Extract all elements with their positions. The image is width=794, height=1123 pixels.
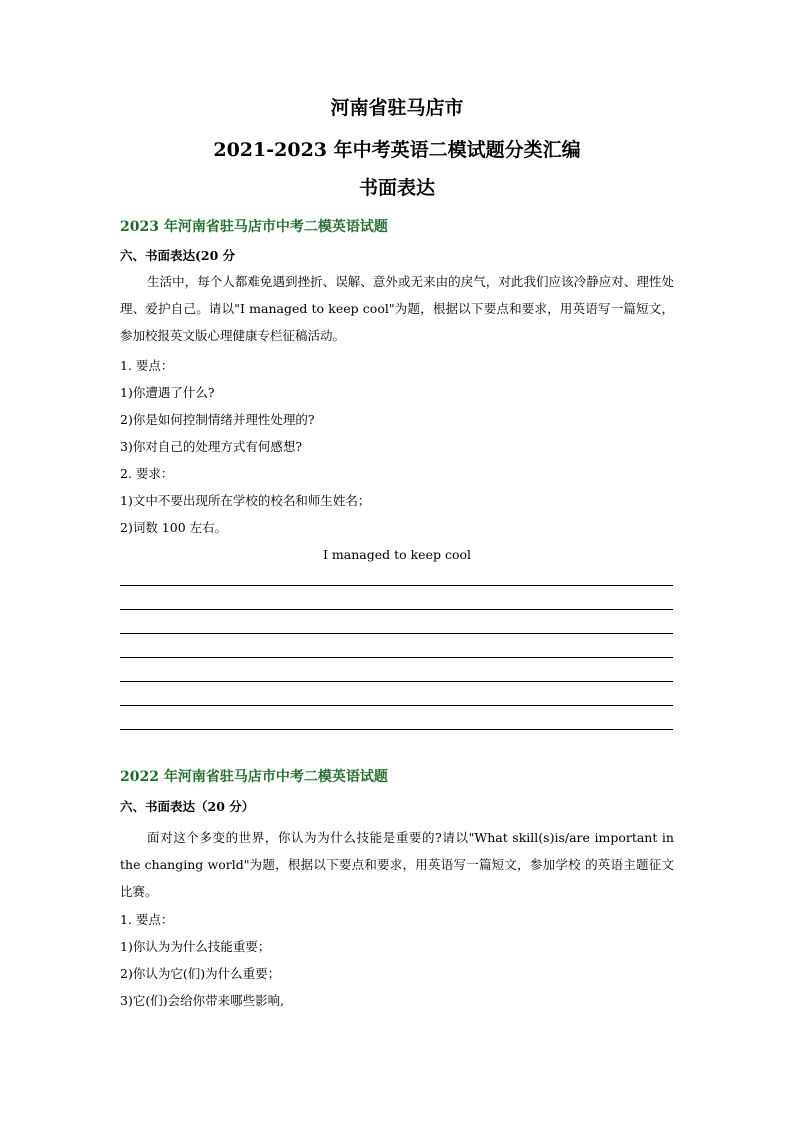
doc-title-years: 2021-2023 年中考英语二模试题分类汇编 — [213, 139, 581, 161]
section-2023-point-1: 1)你遭遇了什么? — [120, 385, 215, 400]
doc-title-region: 河南省驻马店市 — [330, 97, 464, 119]
writing-line — [120, 633, 673, 634]
section-2023-requirement-2: 2)词数 100 左右。 — [120, 520, 228, 535]
writing-line — [120, 729, 673, 730]
section-2023-heading: 2023 年河南省驻马店市中考二模英语试题 — [120, 219, 388, 235]
section-2022-heading: 2022 年河南省驻马店市中考二模英语试题 — [120, 769, 388, 785]
section-2023-subheading: 六、书面表达(20 分 — [120, 248, 236, 263]
section-2023-requirement-1: 1)文中不要出现所在学校的校名和师生姓名； — [120, 493, 371, 508]
writing-line — [120, 681, 673, 682]
section-2022-point-2: 2)你认为它(们)为什么重要； — [120, 966, 281, 981]
writing-line — [120, 705, 673, 706]
essay-title: I managed to keep cool — [322, 547, 471, 562]
section-2022-intro: 面对这个多变的世界，你认为为什么技能是重要的?请以"What skill(s)is/are important in the changing world"为题，根据以下要点和要求，用英语写一篇短文，参加学校 的英语主题征文比赛。 — [120, 830, 674, 899]
writing-line — [120, 609, 673, 610]
writing-line — [120, 585, 673, 586]
section-2022-point-1: 1)你认为为什么技能重要； — [120, 939, 271, 954]
section-2022-subheading: 六、书面表达（20 分） — [120, 799, 255, 814]
section-2022-point-3: 3)它(们)会给你带来哪些影响, — [120, 993, 285, 1008]
section-2023-point-3: 3)你对自己的处理方式有何感想? — [120, 439, 303, 454]
writing-line — [120, 657, 673, 658]
section-2023-point-2: 2)你是如何控制情绪并理性处理的? — [120, 412, 315, 427]
section-2023-requirements-label: 2. 要求： — [120, 466, 174, 481]
section-2022-points-label: 1. 要点： — [120, 912, 174, 927]
doc-title-topic: 书面表达 — [358, 177, 435, 199]
section-2023-intro: 生活中，每个人都难免遇到挫折、误解、意外或无来由的戾气，对此我们应该冷静应对、理性处理、爱护自己。请以"I managed to keep cool"为题，根据以下要点和要求，用英语写一篇短文，参加校报英文版心理健康专栏征稿活动。 — [120, 274, 674, 343]
section-2023-points-label: 1. 要点： — [120, 358, 174, 373]
